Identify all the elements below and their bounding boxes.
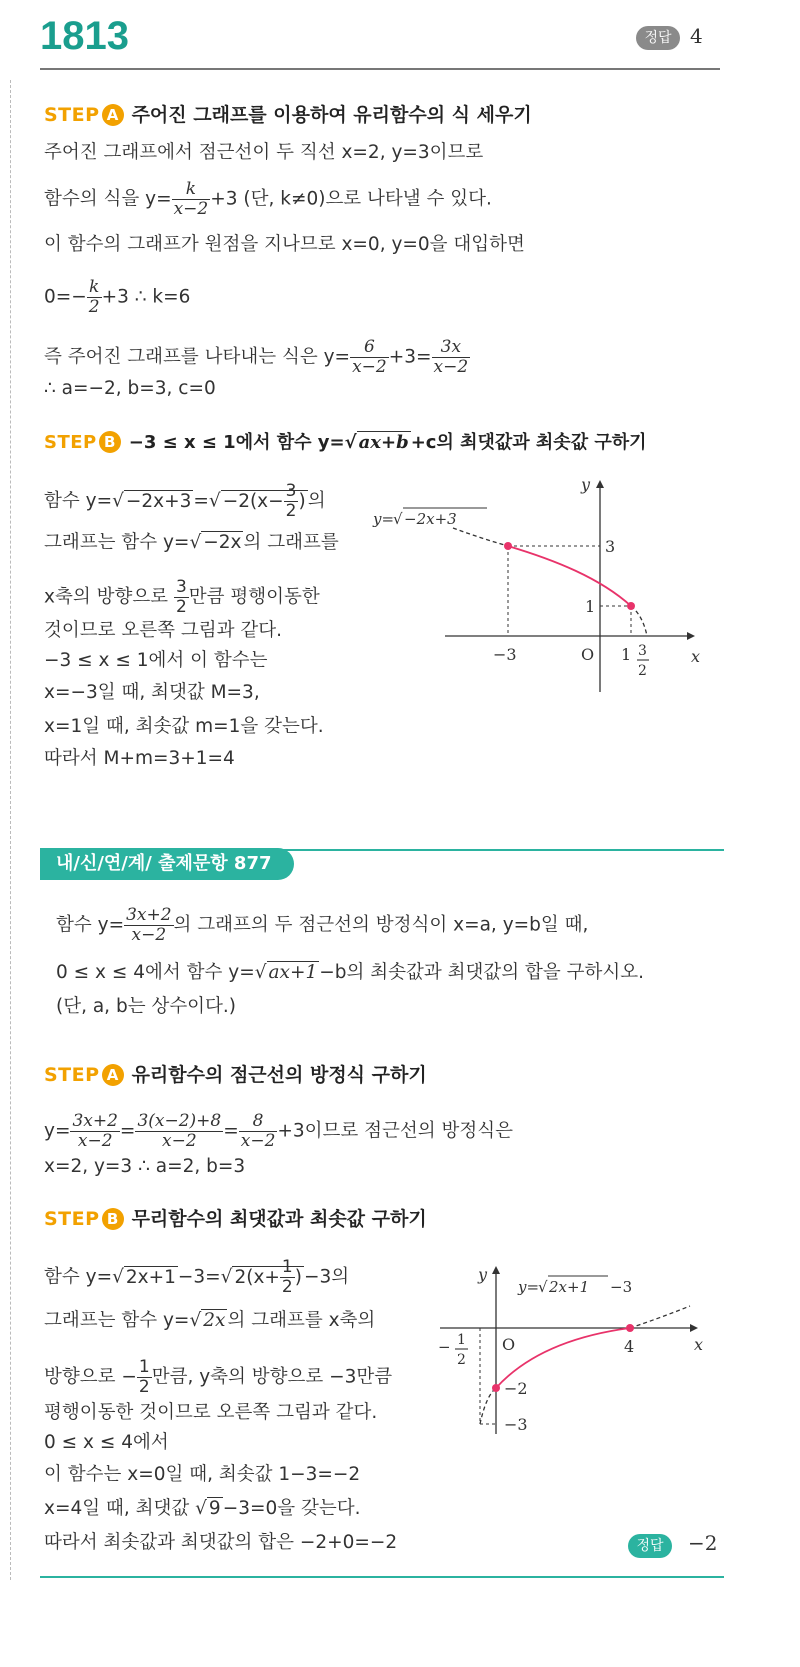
g2-curve-label-pre: y=	[518, 1278, 540, 1296]
s2-line-1: y= $\frac{3x+2}{x-2}$ = $\frac{3(x-2)+8}{x-2}$ = $\frac{8}{x-2}$ +3이므로 점근선의 방정식은	[44, 1111, 514, 1151]
bottom-line	[40, 1576, 724, 1578]
g2-y-arrow	[492, 1266, 500, 1274]
s1b-line-4: 것이므로 오른쪽 그림과 같다.	[44, 620, 282, 641]
step2-a-badge: A	[102, 1064, 124, 1086]
problem-number: 1813	[40, 14, 129, 58]
g2-curve-label-post: −3	[610, 1278, 633, 1296]
g1-tick-frac-den: 2	[638, 663, 647, 679]
s1b-line-3: x축의 방향으로 $\frac{3}{2}$ 만큼 평행이동한	[44, 577, 320, 617]
g1-curve-dashed-right	[631, 606, 647, 636]
step-a-heading: STEP A 주어진 그래프를 이용하여 유리함수의 식 세우기	[44, 104, 532, 126]
related-q-line-3: (단, a, b는 상수이다.)	[56, 996, 237, 1017]
s1-line-4: 0=− $\frac{k}{2}$ +3 ∴ k=6	[44, 277, 191, 317]
g1-tick-x1: 1	[621, 645, 632, 664]
answer-badge: 정답	[636, 26, 680, 50]
g2-tick-4: 4	[624, 1337, 635, 1356]
g2-y-label: y	[478, 1265, 488, 1284]
g2-curve-label-sqrt: √	[538, 1278, 548, 1296]
s2b-line-8: 따라서 최솟값과 최댓값의 합은 −2+0=−2	[44, 1532, 398, 1553]
s1-line-3: 이 함수의 그래프가 원점을 지나므로 x=0, y=0을 대입하면	[44, 234, 525, 255]
related-q-line-2: 0 ≤ x ≤ 4에서 함수 y=√ ax+1 −b의 최솟값과 최댓값의 합을 구하시오.	[56, 962, 644, 983]
s2b-line-6: 이 함수는 x=0일 때, 최솟값 1−3=−2	[44, 1464, 361, 1485]
s2b-line-5: 0 ≤ x ≤ 4에서	[44, 1432, 169, 1453]
g1-tick-m3: −3	[493, 645, 517, 664]
g1-curve-label-pre: y=	[373, 510, 395, 528]
g1-tick-frac-num: 3	[638, 643, 647, 659]
g2-tick-frac-num: 1	[457, 1332, 466, 1348]
g1-origin: O	[581, 645, 595, 664]
g2-origin: O	[502, 1335, 516, 1354]
g1-curve-label-rad: −2x+3	[404, 510, 457, 528]
s2-answer-value: −2	[688, 1531, 718, 1555]
g1-point-max	[504, 542, 512, 550]
step2-b-badge: B	[102, 1208, 124, 1230]
g1-curve-dashed-left	[453, 528, 508, 546]
s2b-line-7: x=4일 때, 최댓값 √ 9 −3=0을 갖는다.	[44, 1498, 361, 1519]
step-b-heading: STEP B −3 ≤ x ≤ 1에서 함수 y=√ ax+b +c의 최댓값과 최솟값 구하기	[44, 432, 647, 453]
g2-curve-dashed-right	[630, 1306, 690, 1328]
g2-curve-dashed-left	[480, 1388, 496, 1424]
related-tag: 내/신/연/계/ 출제문항 877	[40, 848, 294, 880]
header-divider	[40, 68, 720, 70]
s2b-line-3: 방향으로 − $\frac{1}{2}$ 만큼, y축의 방향으로 −3만큼	[44, 1357, 393, 1397]
answer-value: 4	[690, 24, 703, 48]
s1b-line-5: −3 ≤ x ≤ 1에서 이 함수는	[44, 650, 268, 671]
g2-x-arrow	[690, 1324, 698, 1332]
s1-line-2: 함수의 식을 y= $\frac{k}{x-2}$ +3 (단, k≠0)으로 나타낼 수 있다.	[44, 179, 492, 219]
g1-x-arrow	[687, 632, 695, 640]
s2b-line-1: 함수 y=√ 2x+1 −3=√ 2(x+ $\frac{1}{2}$ ) −3의	[44, 1257, 350, 1297]
s2b-line-4: 평행이동한 것이므로 오른쪽 그림과 같다.	[44, 1402, 378, 1423]
s1b-line-1: 함수 y=√ −2x+3 =√ −2(x− $\frac{3}{2}$ ) 의	[44, 481, 326, 521]
g1-x-label: x	[691, 647, 701, 666]
s1b-line-7: x=1일 때, 최솟값 m=1을 갖는다.	[44, 716, 324, 737]
g2-tick-m2: −2	[504, 1379, 528, 1398]
g1-tick-1: 1	[585, 597, 596, 616]
g1-point-min	[627, 602, 635, 610]
g1-curve-label-sqrt: √	[393, 510, 403, 528]
s2-line-2: x=2, y=3 ∴ a=2, b=3	[44, 1156, 246, 1177]
g2-point-min	[492, 1384, 500, 1392]
g1-y-arrow	[596, 480, 604, 488]
graph-2	[440, 1256, 730, 1446]
g1-tick-3: 3	[605, 537, 616, 556]
s1-line-5: 즉 주어진 그래프를 나타내는 식은 y= $\frac{6}{x-2}$ +3= $\frac{3x}{x-2}$	[44, 337, 469, 377]
step2-b-heading: STEP B 무리함수의 최댓값과 최솟값 구하기	[44, 1208, 427, 1230]
g2-tick-frac-den: 2	[457, 1352, 466, 1368]
step2-a-heading: STEP A 유리함수의 점근선의 방정식 구하기	[44, 1064, 427, 1086]
g2-tick-minus: −	[438, 1338, 451, 1356]
g1-y-label: y	[581, 475, 591, 494]
g2-x-label: x	[694, 1335, 704, 1354]
graph-1	[373, 470, 725, 700]
g2-tick-m3: −3	[504, 1415, 528, 1434]
g2-curve-label-rad: 2x+1	[549, 1278, 590, 1296]
s1b-line-8: 따라서 M+m=3+1=4	[44, 748, 235, 769]
s1b-line-2: 그래프는 함수 y=√ −2x 의 그래프를	[44, 532, 339, 553]
s2b-line-2: 그래프는 함수 y=√ 2x 의 그래프를 x축의	[44, 1310, 376, 1331]
step-b-badge: B	[99, 431, 121, 453]
related-line	[40, 849, 724, 851]
related-q-line-1: 함수 y= $\frac{3x+2}{x-2}$ 의 그래프의 두 점근선의 방정식이 x=a, y=b일 때,	[56, 905, 589, 945]
g2-point-max	[626, 1324, 634, 1332]
step-a-badge: A	[102, 104, 124, 126]
s1-line-1: 주어진 그래프에서 점근선이 두 직선 x=2, y=3이므로	[44, 142, 484, 163]
s1b-line-6: x=−3일 때, 최댓값 M=3,	[44, 682, 260, 703]
s2-answer-badge: 정답	[628, 1534, 672, 1558]
s1-line-6: ∴ a=−2, b=3, c=0	[44, 378, 216, 399]
left-margin-line	[10, 80, 11, 1580]
